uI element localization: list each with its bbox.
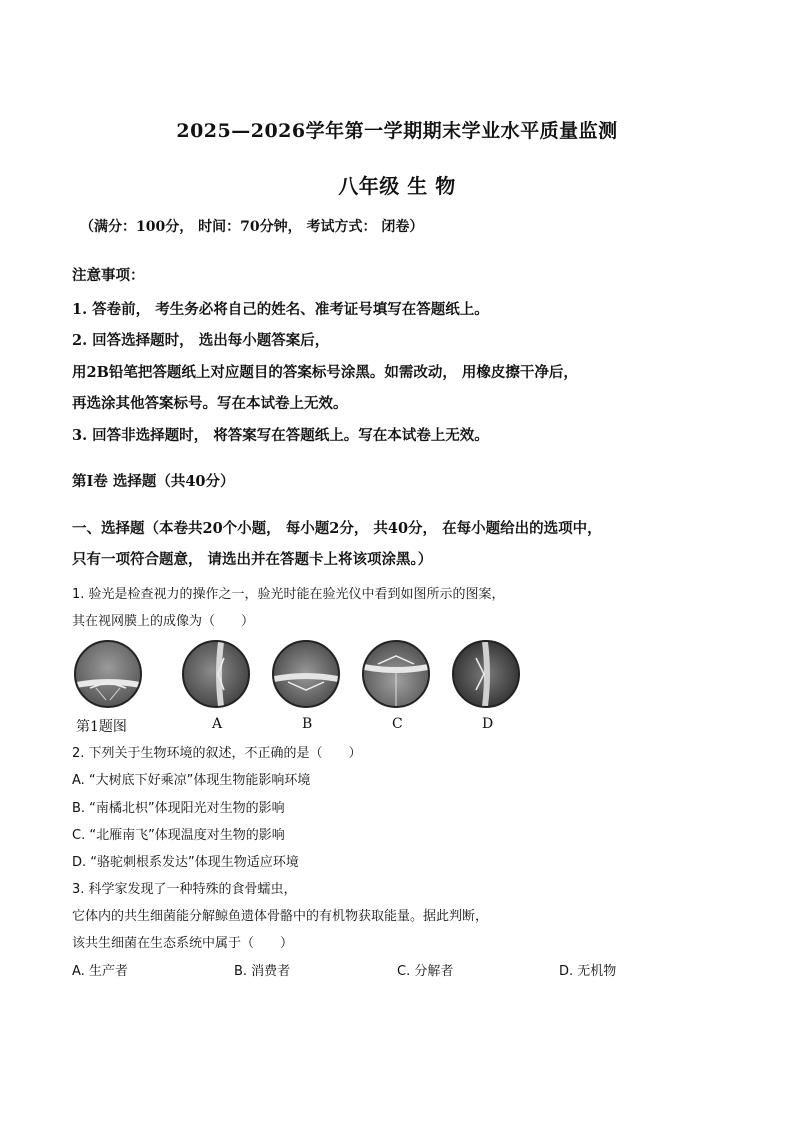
q1-figure (72, 636, 532, 736)
q1-caption-d: D (482, 716, 494, 732)
q3-option-a: A. 生产者 (72, 964, 128, 979)
notice-line-1: 1. 答卷前， 考生务必将自己的姓名、准考证号填写在答题纸上。 (72, 301, 489, 318)
q2-option-c: C. “北雁南飞”体现温度对生物的影响 (72, 828, 285, 843)
q2-option-a: A. “大树底下好乘凉”体现生物能影响环境 (72, 773, 311, 788)
q2-option-b: B. “南橘北枳”体现阳光对生物的影响 (72, 801, 285, 816)
q1-option-a-pattern (184, 642, 248, 706)
q1-stem-line-1: 1. 验光是检查视力的操作之一，验光时能在验光仪中看到如图所示的图案， (72, 587, 505, 602)
notice-line-4: 再选涂其他答案标号。写在本试卷上无效。 (72, 395, 348, 412)
q1-stem-line-2: 其在视网膜上的成像为（ ） (72, 614, 255, 629)
q1-reference-image (74, 640, 142, 708)
q3-option-c: C. 分解者 (397, 964, 454, 979)
notice-line-5: 3. 回答非选择题时， 将答案写在答题纸上。写在本试卷上无效。 (72, 427, 489, 444)
q3-stem-line-1: 3. 科学家发现了一种特殊的食骨蠕虫， (72, 882, 297, 897)
q3-option-d: D. 无机物 (559, 964, 617, 979)
q1-option-b-pattern (274, 642, 338, 706)
q1-option-c-pattern (364, 642, 428, 706)
section-instruction-2: 只有一项符合题意， 请选出并在答题卡上将该项涂黑。） (72, 551, 433, 568)
q1-option-a-image (182, 640, 250, 708)
notice-line-2: 2. 回答选择题时， 选出每小题答案后， (72, 332, 330, 349)
q3-stem-line-2: 它体内的共生细菌能分解鲸鱼遗体骨骼中的有机物获取能量。据此判断， (72, 909, 489, 924)
q1-caption-b: B (302, 716, 313, 732)
q1-option-d-pattern (454, 642, 518, 706)
q1-option-b-image (272, 640, 340, 708)
q1-caption-c: C (392, 716, 403, 732)
notice-line-3: 用2B铅笔把答题纸上对应题目的答案标号涂黑。如需改动， 用橡皮擦干净后， (72, 364, 578, 381)
section-title: 第Ⅰ卷 选择题（共40分） (72, 473, 235, 490)
q2-stem: 2. 下列关于生物环境的叙述，不正确的是（ ） (72, 746, 362, 761)
exam-title: 2025—2026学年第一学期期末学业水平质量监测 (176, 120, 618, 142)
q1-caption-reference: 第1题图 (76, 719, 127, 735)
notice-heading: 注意事项： (72, 267, 145, 284)
q2-option-d: D. “骆驼刺根系发达”体现生物适应环境 (72, 855, 299, 870)
q1-caption-a: A (212, 716, 223, 732)
q3-stem-line-3: 该共生细菌在生态系统中属于（ ） (72, 936, 294, 951)
q3-option-b: B. 消费者 (234, 964, 291, 979)
exam-subject: 八年级 生 物 (338, 174, 456, 198)
section-instruction-1: 一、选择题（本卷共20个小题， 每小题2分， 共40分， 在每小题给出的选项中， (72, 520, 602, 537)
q1-option-c-image (362, 640, 430, 708)
q1-reference-pattern (76, 642, 140, 706)
exam-info: （满分：100分， 时间：70分钟， 考试方式： 闭卷） (80, 219, 424, 235)
q1-option-d-image (452, 640, 520, 708)
